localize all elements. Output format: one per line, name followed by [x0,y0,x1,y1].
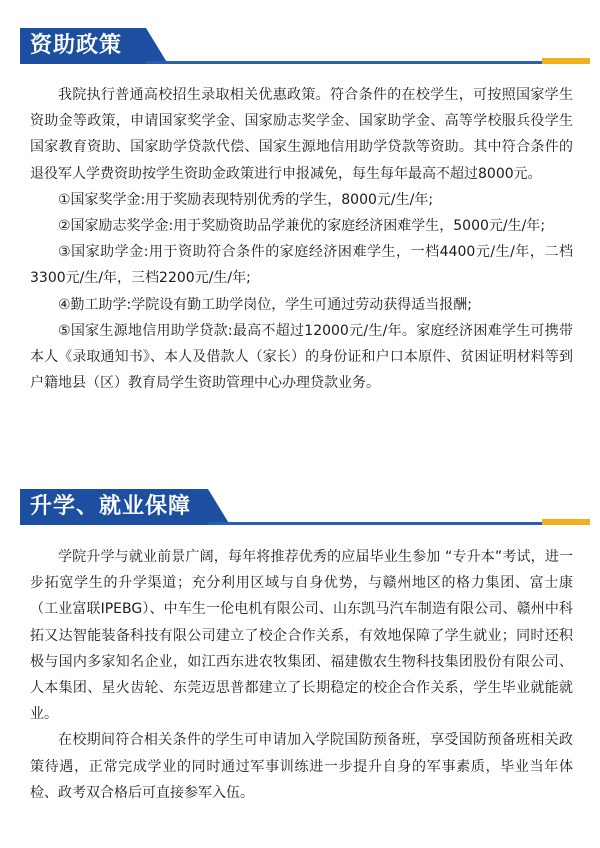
header-accent [542,58,590,64]
financial-aid-text [30,82,573,396]
section-header-further-study-employment [20,489,590,525]
section-header-financial-aid [20,28,590,64]
header-accent [542,519,590,525]
list-item-national-grant: ③国家助学金:用于资助符合条件的家庭经济困难学生，一档4400元/生/年，二档3300元/生/年，三档2200元/生/年; [30,244,573,287]
paragraph-intro: 我院执行普通高校招生录取相关优惠政策。符合条件的在校学生，可按照国家学生资助金等政策，申请国家奖学金、国家励志奖学金、国家助学金、高等学校服兵役学生国家教育资助、国家助学贷款代偿、国家生源地信用助学贷款等资助。其中符合条件的退役军人学费资助按学生资助金政策进行申报减免，每生每年最高不超过8000元。 [30,87,573,182]
further-study-employment-text [30,544,573,806]
list-item-student-loan: ⑤国家生源地信用助学贷款:最高不超过12000元/生/年。家庭经济困难学生可携带本人《录取通知书》、本人及借款人（家长）的身份证和户口本原件、贫困证明材料等到户籍地县（区）教育局学生资助管理中心办理贷款业务。 [30,322,573,392]
header-rule [146,61,542,64]
list-item-work-study: ④勤工助学:学院设有勤工助学岗位，学生可通过劳动获得适当报酬; [58,296,472,313]
paragraph-defense-reserve: 在校期间符合相关条件的学生可申请加入学院国防预备班，享受国防预备班相关政策待遇，正常完成学业的同时通过军事训练进一步提升自身的军事素质，毕业当年体检、政考双合格后可直接参军入伍。 [30,732,573,801]
section-title-further-study-employment: 升学、就业保障 [30,494,192,519]
list-item-national-scholarship: ①国家奖学金:用于奖励表现特别优秀的学生，8000元/生/年; [58,191,434,208]
section-title-financial-aid: 资助政策 [30,33,123,58]
list-item-encouragement-scholarship: ②国家励志奖学金:用于奖励资助品学兼优的家庭经济困难学生，5000元/生/年; [58,218,546,235]
header-rule [208,522,542,525]
paragraph-employment: 学院升学与就业前景广阔，每年将推荐优秀的应届毕业生参加 “专升本”考试，进一步拓宽学生的升学渠道；充分利用区域与自身优势，与赣州地区的格力集团、富士康（工业富联IPEBG）、中车生一伦电机有限公司、山东凯马汽车制造有限公司、赣州中科拓又达智能装备科技有限公司建立了校企合作关系，有效地保障了学生就业；同时还积极与国内多家知名企业，如江西东进农牧集团、福建傲农生物科技集团股份有限公司、人本集团、星火齿轮、东莞迈思普都建立了长期稳定的校企合作关系，学生毕业就能就业。 [30,549,573,723]
